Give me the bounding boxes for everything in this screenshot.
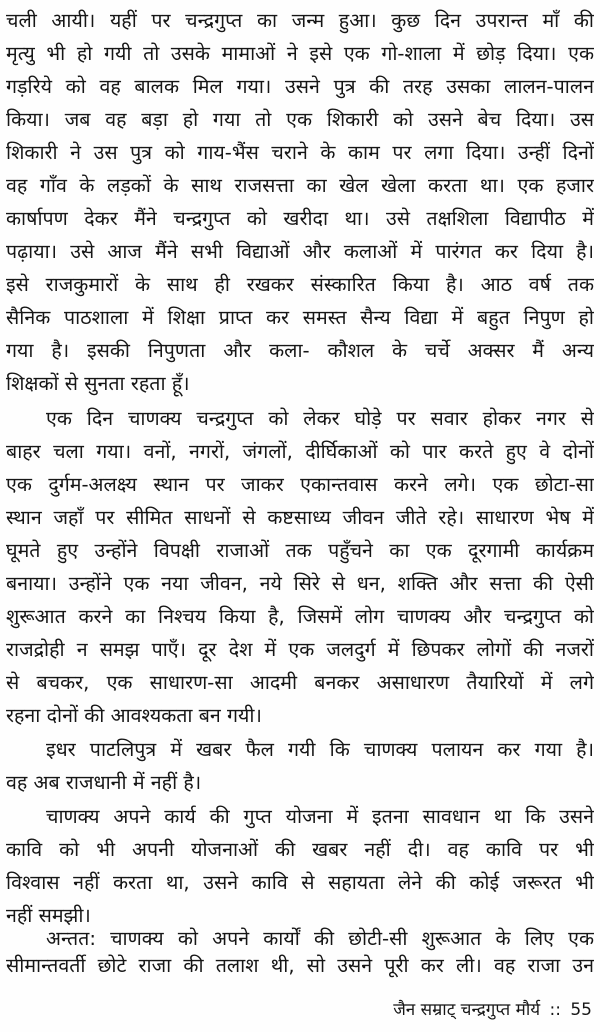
page-number: 55 [570,1000,592,1020]
text-line: सैनिक पाठशाला में शिक्षा प्राप्त कर समस्त सैन्य विद्या में बहुत निपुण हो [6,306,594,329]
text-line: कावि को भी अपनी योजनाओं की खबर नहीं दी। वह कावि पर भी [6,838,594,861]
book-title: जैन सम्राट् चन्द्रगुप्त मौर्य [393,1000,541,1020]
text-line: से बचकर, एक साधारण-सा आदमी बनकर असाधारण तैयारियों में लगे [6,671,594,694]
text-line: गड़रिये को वह बालक मिल गया। उसने पुत्र की तरह उसका लालन-पालन [6,75,594,98]
text-line: विश्वास नहीं करता था, उसने कावि से सहायता लेने की कोई जरूरत भी [6,871,594,894]
text-line: घूमते हुए उन्होंने विपक्षी राजाओं तक पहुँचने का एक दूरगामी कार्यक्रम [6,539,594,562]
running-footer [393,994,592,1026]
paragraph-end-line: रहना दोनों की आवश्यकता बन गयी। [6,704,262,727]
page-text [6,4,594,979]
paragraph-first-line: चाणक्य अपने कार्य की गुप्त योजना में इतना सावधान था कि उसने [46,805,594,828]
text-line: पढ़ाया। उसे आज मैंने सभी विद्याओं और कलाओं में पारंगत कर दिया है। [6,240,594,263]
footer-separator: :: [549,1000,561,1020]
text-line: चली आयी। यहीं पर चन्द्रगुप्त का जन्म हुआ। कुछ दिन उपरान्त माँ की [6,9,594,32]
text-line: कार्षापण देकर मैंने चन्द्रगुप्त को खरीदा था। उसे तक्षशिला विद्यापीठ में [6,207,594,230]
paragraph-first-line: एक दिन चाणक्य चन्द्रगुप्त को लेकर घोड़े पर सवार होकर नगर से [46,407,594,430]
text-line: वह गाँव के लड़कों के साथ राजसत्ता का खेल खेला करता था। एक हजार [6,174,594,197]
paragraph-end-line: वह अब राजधानी में नहीं है। [6,771,202,794]
text-line: राजद्रोही न समझ पाएँ। दूर देश में एक जलदुर्ग में छिपकर लोगों की नजरों [6,638,594,661]
text-line: बाहर चला गया। वनों, नगरों, जंगलों, दीर्घिकाओं को पार करते हुए वे दोनों [6,440,594,463]
text-line: किया। जब वह बड़ा हो गया तो एक शिकारी को उसने बेच दिया। उस [6,108,594,131]
paragraph-end-line: नहीं समझी। [6,904,91,927]
text-line: सीमान्तवर्ती छोटे राजा की तलाश थी, सो उसने पूरी कर ली। वह राजा उन [6,954,594,977]
text-line: मृत्यु भी हो गयी तो उसके मामाओं ने इसे एक गो-शाला में छोड़ दिया। एक [6,42,594,65]
text-line: शुरूआत करने का निश्चय किया है, जिसमें लोग चाणक्य और चन्द्रगुप्त को [6,605,594,628]
text-line: बनाया। उन्होंने एक नया जीवन, नये सिरे से धन, शक्ति और सत्ता की ऐसी [6,572,594,595]
text-line: स्थान जहाँ पर सीमित साधनों से कष्टसाध्य जीवन जीते रहे। साधारण भेष में [6,506,594,529]
text-line: गया है। इसकी निपुणता और कला- कौशल के चर्चे अक्सर मैं अन्य [6,339,594,362]
text-line: शिकारी ने उस पुत्र को गाय-भैंस चराने के काम पर लगा दिया। उन्हीं दिनों [6,141,594,164]
paragraph-end-line: शिक्षकों से सुनता रहता हूँ। [6,372,190,395]
text-line: इसे राजकुमारों के साथ ही रखकर संस्कारित किया है। आठ वर्ष तक [6,273,594,296]
paragraph-first-line: अन्तत: चाणक्य को अपने कार्यों की छोटी-सी शुरूआत के लिए एक [46,927,594,950]
paragraph-first-line: इधर पाटलिपुत्र में खबर फैल गयी कि चाणक्य पलायन कर गया है। [46,738,594,761]
text-line: एक दुर्गम-अलक्ष्य स्थान पर जाकर एकान्तवास करने लगे। एक छोटा-सा [6,473,594,496]
